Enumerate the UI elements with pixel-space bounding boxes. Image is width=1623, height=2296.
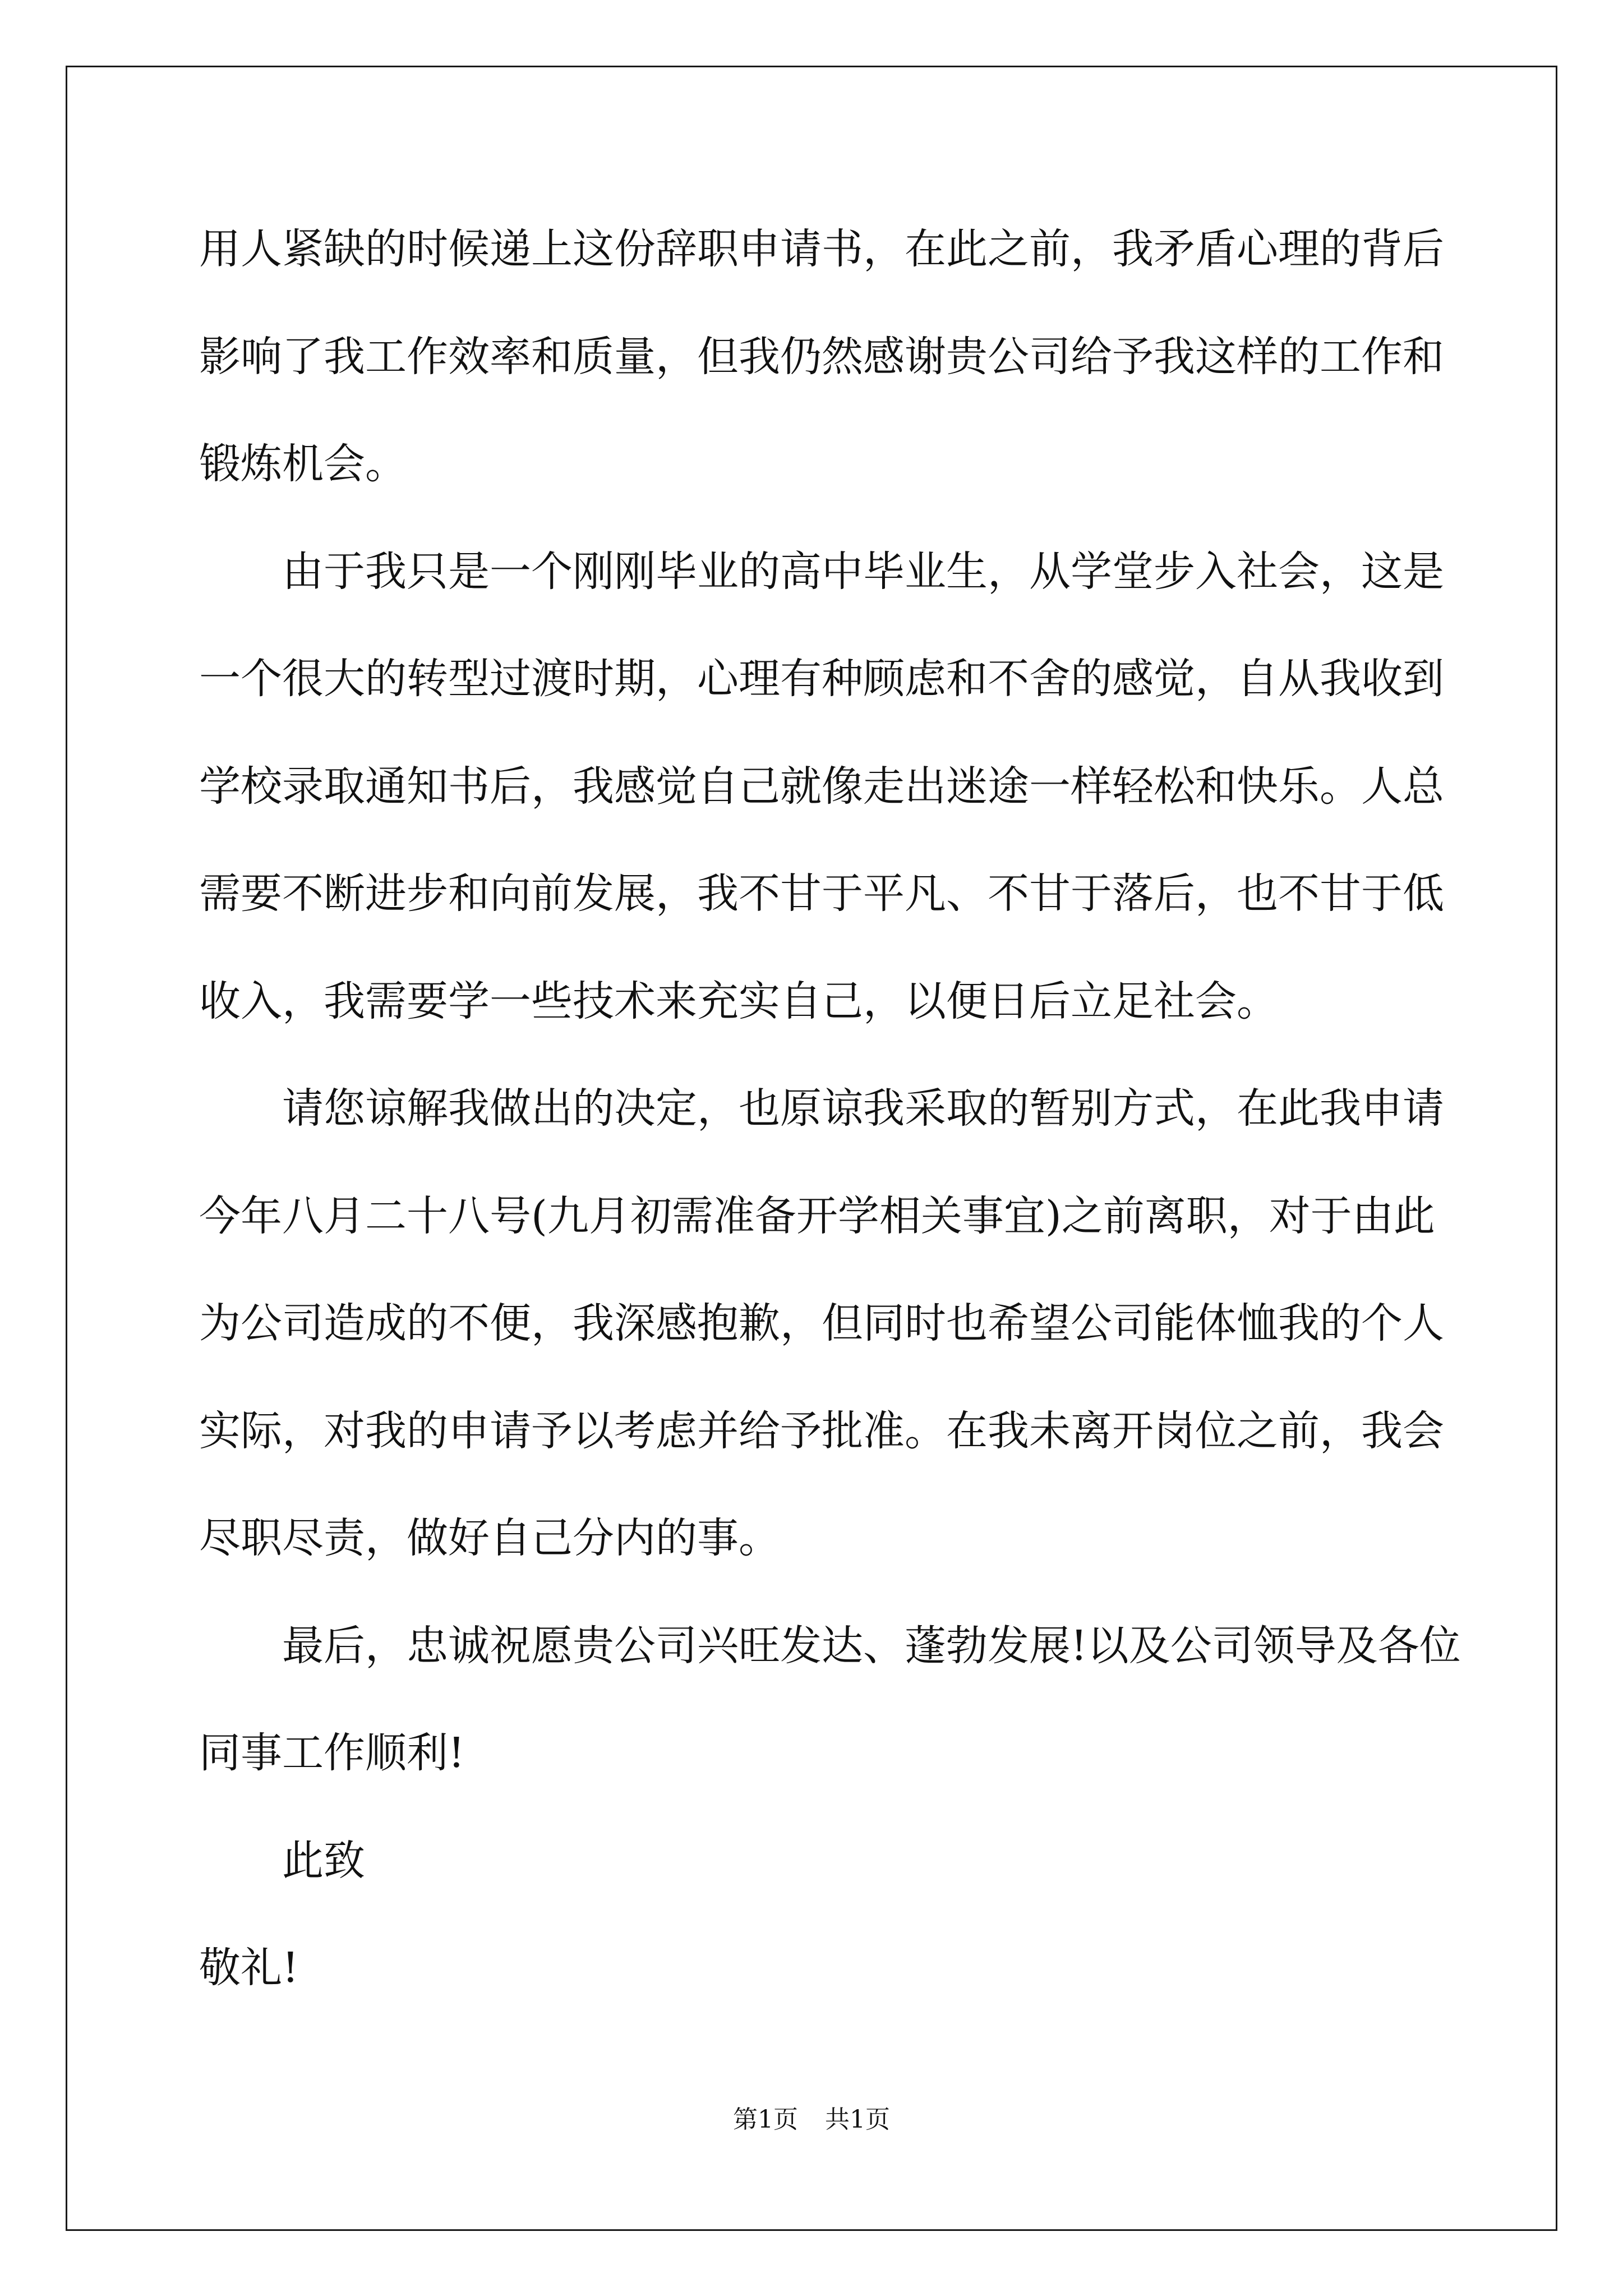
body-line: 尽职尽责，做好自己分内的事。 <box>199 1514 780 1562</box>
body-line: 一个很大的转型过渡时期，心理有种顾虑和不舍的感觉，自从我收到 <box>199 655 1444 703</box>
body-line: 影响了我工作效率和质量，但我仍然感谢贵公司给予我这样的工作和 <box>199 332 1444 381</box>
body-line: 请您谅解我做出的决定，也原谅我采取的暂别方式，在此我申请 <box>282 1084 1444 1133</box>
body-line: 为公司造成的不便，我深感抱歉，但同时也希望公司能体恤我的个人 <box>199 1299 1444 1347</box>
page-number-current: 第1页 <box>733 2105 798 2134</box>
body-line: 用人紧缺的时候递上这份辞职申请书，在此之前，我矛盾心理的背后 <box>199 225 1444 273</box>
closing-regards: 敬礼! <box>199 1944 299 1992</box>
body-line: 学校录取通知书后，我感觉自己就像走出迷途一样轻松和快乐。人总 <box>199 762 1444 811</box>
letter-body <box>199 216 1461 2042</box>
closing-salutation: 此致 <box>282 1836 365 1885</box>
body-line: 最后，忠诚祝愿贵公司兴旺发达、蓬勃发展!以及公司领导及各位 <box>282 1621 1461 1670</box>
body-line: 收入，我需要学一些技术来充实自己，以便日后立足社会。 <box>199 977 1278 1025</box>
body-line: 需要不断进步和向前发展，我不甘于平凡、不甘于落后，也不甘于低 <box>199 869 1444 918</box>
body-line: 锻炼机会。 <box>199 440 407 488</box>
body-line: 实际，对我的申请予以考虑并给予批准。在我未离开岗位之前，我会 <box>199 1406 1444 1455</box>
body-line: 今年八月二十八号(九月初需准备开学相关事宜)之前离职，对于由此 <box>199 1191 1435 1240</box>
body-line: 同事工作顺利! <box>199 1729 465 1777</box>
page-footer <box>0 2099 1623 2135</box>
body-line: 由于我只是一个刚刚毕业的高中毕业生，从学堂步入社会，这是 <box>282 547 1444 596</box>
page-number-total: 共1页 <box>825 2105 890 2134</box>
